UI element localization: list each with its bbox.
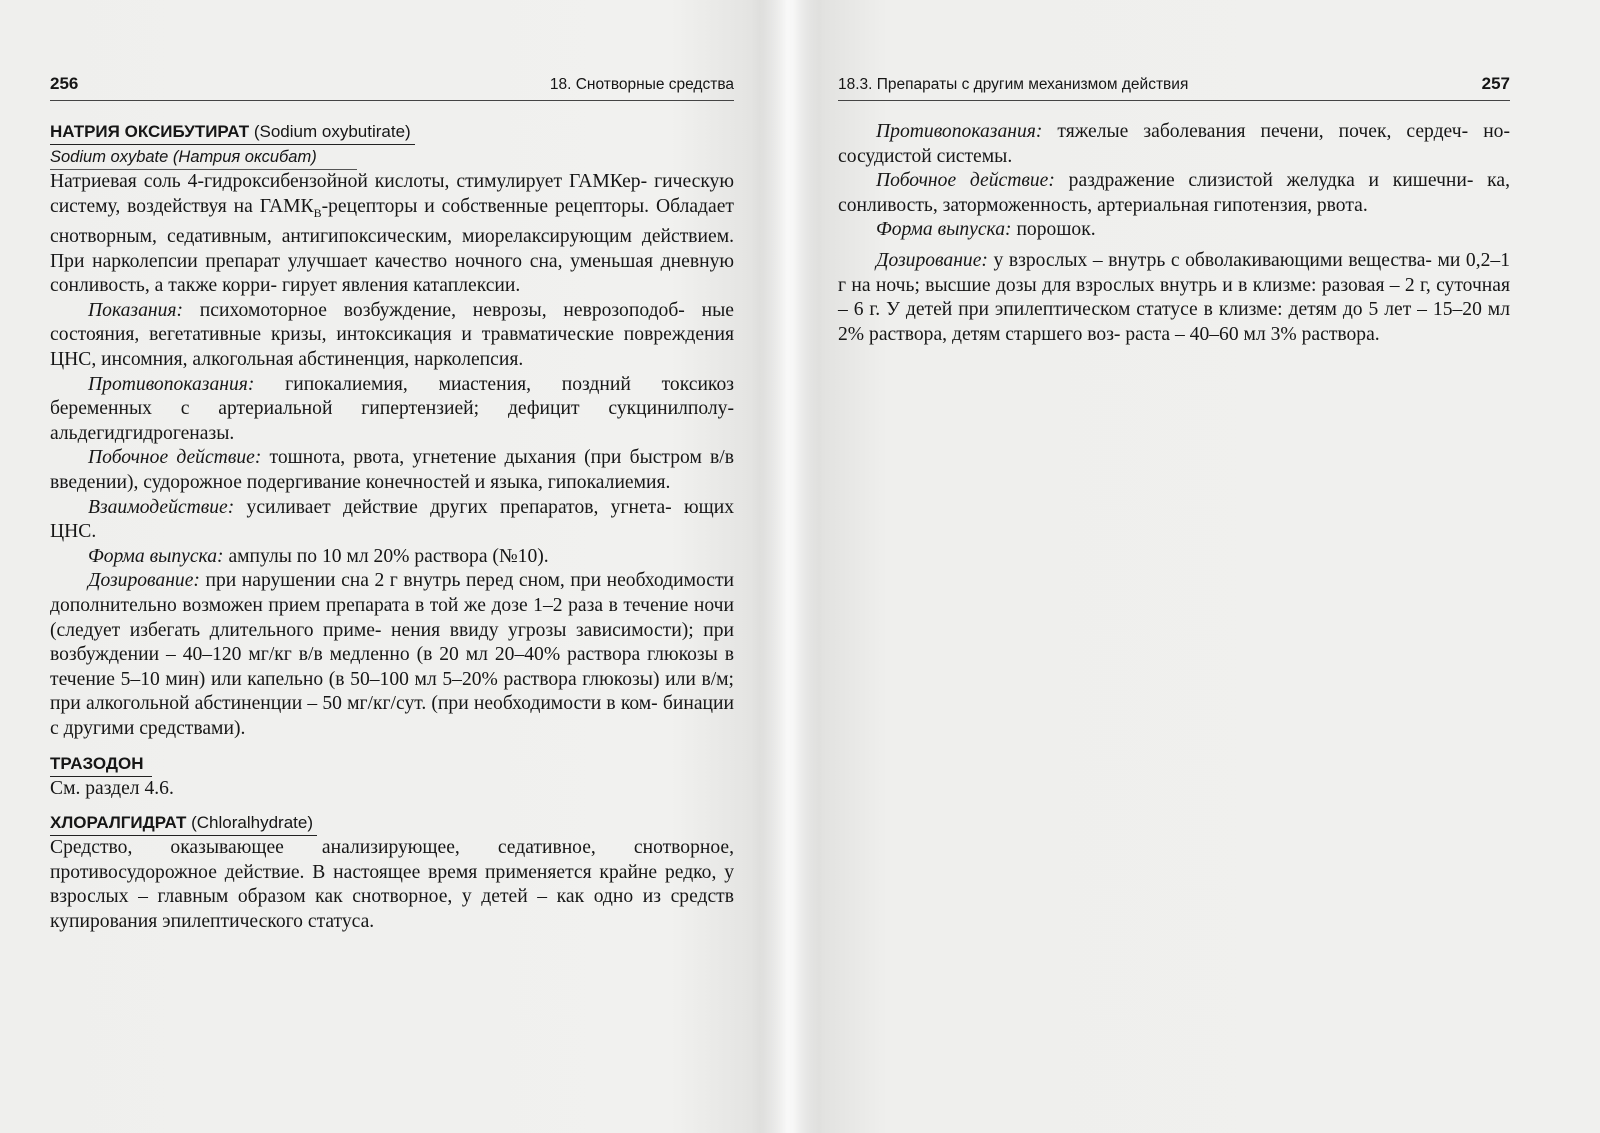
indications-paragraph: Показания: психомоторное возбуждение, неврозы, неврозоподоб- ные состояния, вегетативные кризы, интоксикация и травматические повреждения ЦНС, инсомния, алкогольная абстиненция, нарколепсия. (50, 299, 735, 371)
right-text-column (838, 120, 1510, 347)
right-running-title: 18.3. Препараты с другим механизмом действия (838, 76, 1189, 93)
left-running-title: 18. Снотворные средства (549, 76, 734, 93)
side-effects-paragraph: Побочное действие: тошнота, рвота, угнетение дыхания (при быстром в/в введении), судорожное подергивание конечностей и языка, гипокалиемия. (50, 447, 734, 494)
entry-description: Натриевая соль 4-гидроксибензойной кислоты, стимулирует ГАМКер- гическую систему, воздействуя на $ГАМК_B$-рецепторы и собственные рецепторы. Обладает снотворным, седативным, антигипоксическим, миорелаксирующим действием. При нарколепсии препарат улучшает качество ночного сна, уменьшая дневную сонливость, а также корри- гирует явления катаплексии. (50, 171, 735, 297)
dosing-paragraph: Дозирование: при нарушении сна 2 г внутрь перед сном, при необходимости дополнительно возможен прием препарата в той же дозе 1–2 раза в течение ночи (следует избегать длительного приме- нения ввиду угрозы зависимости); при возбуждении – 40–120 мг/кг в/в медленно (в 20 мл 20–40% раствора глюкозы в течение 5–10 мин) или капельно (в 50–100 мл 5–20% раствора глюкозы) или в/м; при алкогольной абстиненции – 50 мг/кг/сут. (при необходимости в ком- бинации с другими средствами). (50, 570, 735, 739)
trazodone-reference: См. раздел 4.6. (50, 777, 174, 799)
interaction-paragraph: Взаимодействие: усиливает действие других препаратов, угнета- ющих ЦНС. (50, 496, 735, 543)
left-text-column (50, 120, 734, 935)
entry-title-chloralhydrate: ХЛОРАЛГИДРАТ (Chloralhydrate) (50, 811, 317, 836)
right-dosing-paragraph: Дозирование: у взрослых – внутрь с обволакивающими вещества- ми 0,2–1 г на ночь; высшие дозы для взрослых внутрь и в клизме: разовая – 2 г, суточная – 6 г. У детей при эпилептическом статусе в клизме: детям до 5 лет – 15–20 мл 2% раствора, детям старшего воз- раста – 40–60 мл 3% раствора. (838, 249, 1510, 345)
left-running-head (50, 74, 734, 101)
left-page-number: 256 (50, 74, 79, 93)
form-paragraph: Форма выпуска: ампулы по 10 мл 20% раствора (№10). (88, 545, 549, 567)
entry-title-trazodone: ТРАЗОДОН (50, 752, 152, 777)
left-page (0, 0, 790, 1133)
right-running-head (838, 74, 1510, 101)
right-side-effects-paragraph: Побочное действие: раздражение слизистой желудка и кишечни- ка, сонливость, заторможенность, артериальная гипотензия, рвота. (838, 170, 1510, 216)
entry-synonym: Sodium oxybate (Натрия оксибат) (50, 145, 357, 170)
chloralhydrate-description: Средство, оказывающее анализирующее, седативное, снотворное, противосудорожное действие. В настоящее время применяется крайне редко, у взрослых – главным образом как снотворное, у детей – как одно из средств купирования эпилептического статуса. (50, 837, 734, 932)
entry-title-sodium-oxybutirate: НАТРИЯ ОКСИБУТИРАТ (Sodium oxybutirate) (50, 120, 415, 145)
right-contraindications-paragraph: Противопоказания: тяжелые заболевания печени, почек, сердеч- но-сосудистой системы. (838, 121, 1510, 167)
right-page-number: 257 (1481, 74, 1510, 93)
contraindications-paragraph: Противопоказания: гипокалиемия, миастения, поздний токсикоз беременных с артериальной гипертензией; дефицит сукцинилполу- альдегидгидрогеназы. (50, 373, 734, 444)
right-page (790, 0, 1600, 1133)
right-form-paragraph: Форма выпуска: порошок. (876, 219, 1096, 241)
